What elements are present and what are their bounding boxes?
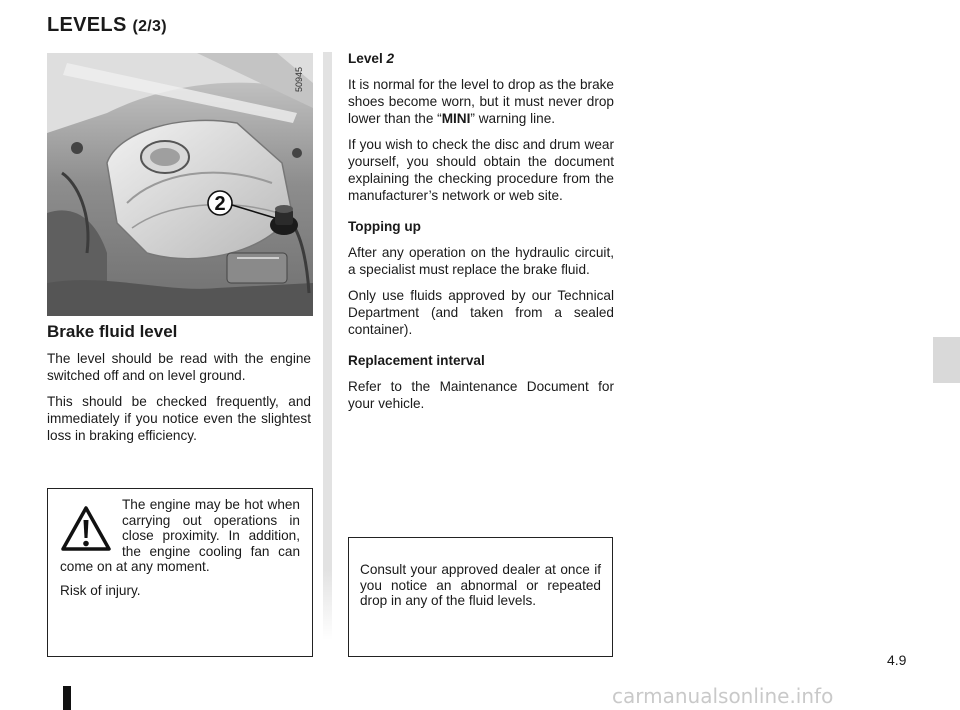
mini-mark: MINI <box>441 111 471 126</box>
figure-code: 50945 <box>294 66 304 92</box>
warning-text: The engine may be hot when carrying out operations in close proximity. In addition, the engine cooling fan can come on at any moment. <box>60 497 300 574</box>
warning-triangle-icon <box>60 505 112 553</box>
column-divider <box>323 52 332 640</box>
topping-up-paragraph-2: Only use fluids approved by our Technical Department (and taken from a sealed container). <box>348 288 614 337</box>
brake-fluid-heading: Brake fluid level <box>47 322 178 341</box>
corner-mark <box>63 686 71 710</box>
watermark: carmanualsonline.info <box>612 684 834 708</box>
info-text: Consult your approved dealer at once if you notice an abnormal or repeated drop in any of the fluid levels. <box>360 562 601 608</box>
replacement-interval-heading: Replacement interval <box>348 353 485 368</box>
left-paragraph-2: This should be checked frequently, and immediately if you notice even the slightest loss in braking efficiency. <box>47 394 311 443</box>
right-column <box>348 50 614 421</box>
check-wear-paragraph: If you wish to check the disc and drum wear yourself, you should obtain the document explaining the checking procedure from the manufacturer’s network or web site. <box>348 137 614 203</box>
callout-2-label: 2 <box>214 193 226 215</box>
topping-up-heading: Topping up <box>348 219 421 234</box>
replacement-paragraph: Refer to the Maintenance Document for your vehicle. <box>348 379 614 411</box>
info-box <box>348 537 613 657</box>
left-column <box>47 322 311 453</box>
page-title: LEVELS (2/3) <box>47 14 167 36</box>
warning-box <box>47 488 313 657</box>
page-number: 4.9 <box>887 652 907 668</box>
level-heading: Level 2 <box>348 51 395 66</box>
chapter-side-tab <box>933 337 960 383</box>
level-paragraph: It is normal for the level to drop as the brake shoes become worn, but it must never drop lower than the “MINI” warning line. <box>348 77 614 126</box>
left-paragraph-1: The level should be read with the engine switched off and on level ground. <box>47 351 311 383</box>
warning-risk-text: Risk of injury. <box>60 582 141 598</box>
topping-up-paragraph-1: After any operation on the hydraulic circuit, a specialist must replace the brake fluid. <box>348 245 614 277</box>
engine-bay-illustration <box>47 53 313 316</box>
